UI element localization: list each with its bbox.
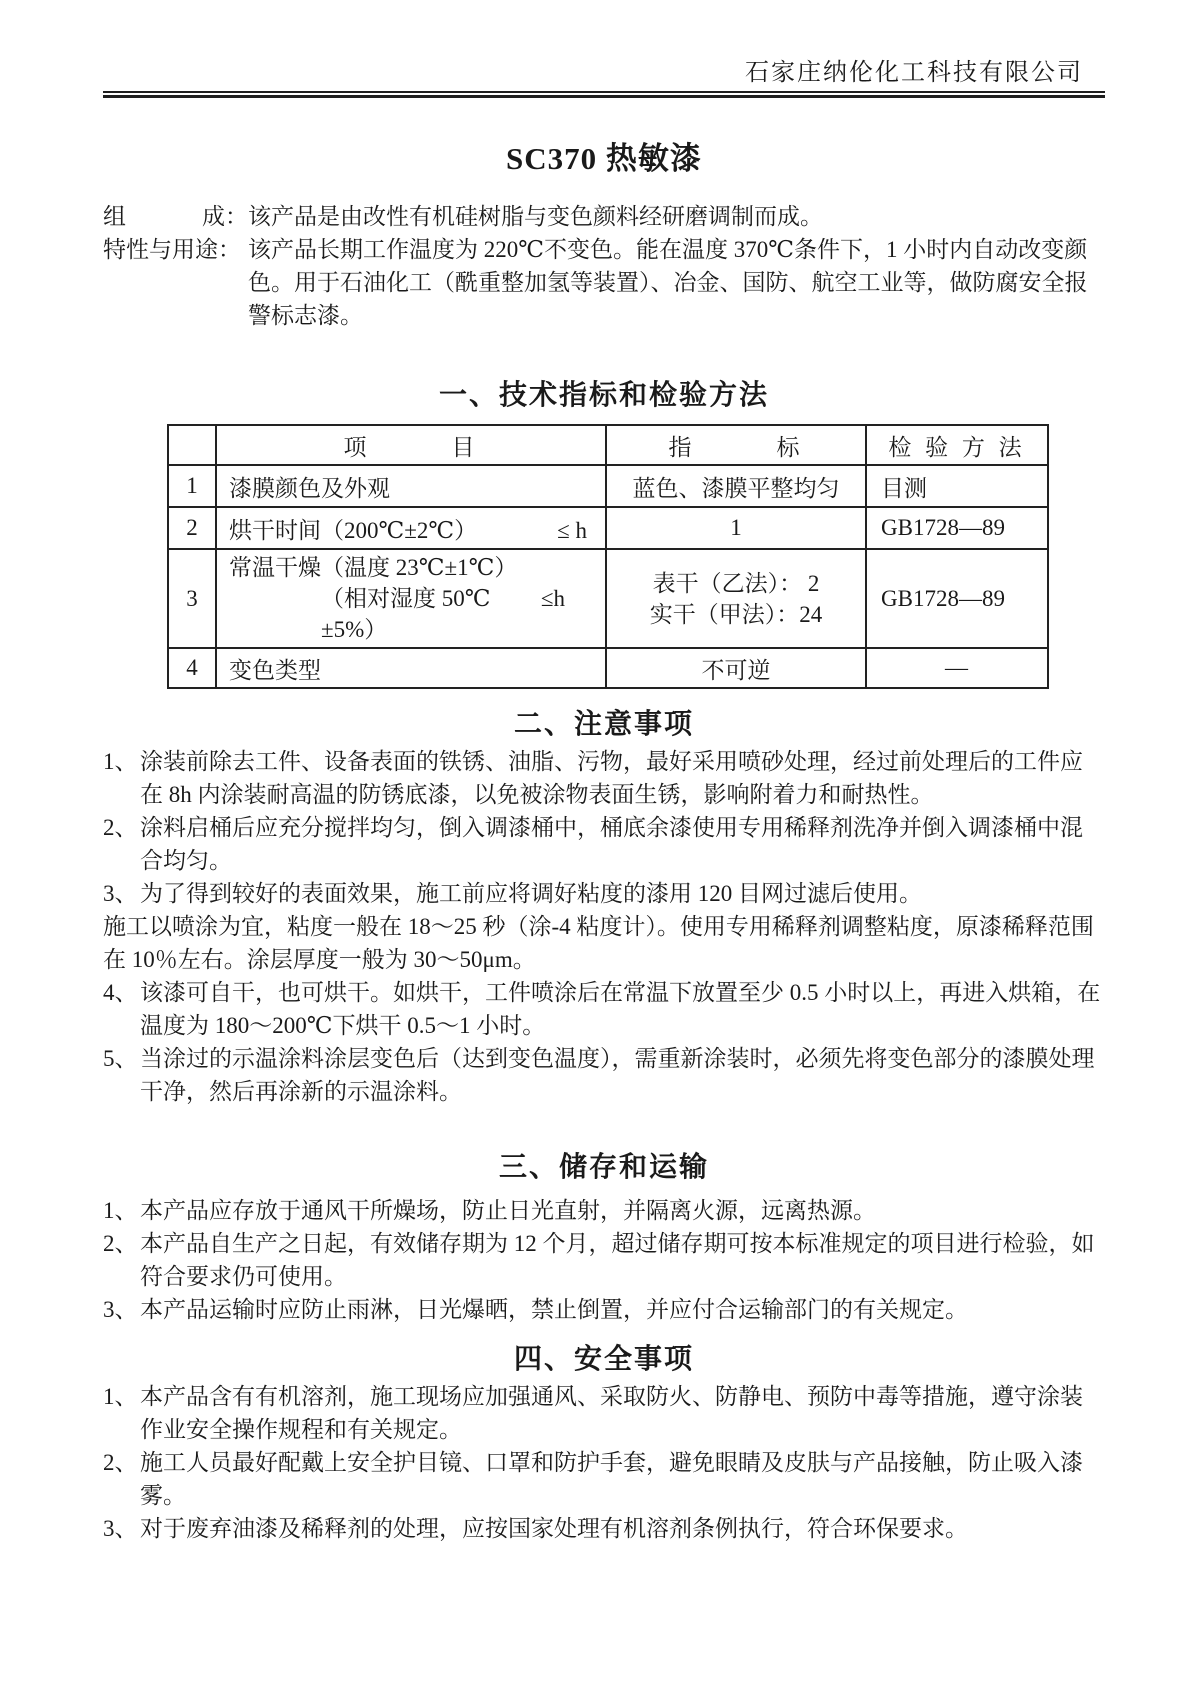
method-cell: GB1728—89: [866, 549, 1048, 648]
composition-label-left: 组: [103, 204, 126, 229]
item-number: 1、: [103, 1198, 138, 1223]
item-cell: [216, 465, 606, 507]
intro-section: [103, 200, 1105, 332]
composition-text: 该产品是由改性有机硅树脂与变色颜料经研磨调制而成。: [248, 204, 823, 229]
list-item: [103, 1380, 1105, 1446]
item-number: 3、: [103, 1516, 138, 1541]
item-text: 漆膜颜色及外观: [229, 475, 390, 501]
notes-list: [103, 745, 1105, 1108]
list-item: [103, 1446, 1105, 1512]
item-number: 2、: [103, 815, 138, 840]
item-cell: [216, 507, 606, 549]
section-heading-storage: 三、储存和运输: [498, 1152, 709, 1183]
application-paragraph: 施工以喷涂为宜，粘度一般在 18～25 秒（涂-4 粘度计）。使用专用稀释剂调整粘度，原漆稀释范围在 10％左右。涂层厚度一般为 30～50μm。: [103, 914, 1094, 972]
row-number: 4: [168, 648, 216, 688]
spec-line1: 表干（乙法）： 2: [652, 570, 820, 596]
storage-list: [103, 1194, 1105, 1326]
item-number: 1、: [103, 749, 138, 774]
list-item: [103, 976, 1105, 1042]
header-cell-spec: 指 标: [606, 425, 866, 465]
list-item: [103, 877, 1105, 910]
item-line2: [229, 583, 587, 645]
header-cell-item: 项 目: [216, 425, 606, 465]
header-rule-thin: [103, 91, 1105, 93]
item-cell: [216, 549, 606, 648]
item-number: 2、: [103, 1231, 138, 1256]
header-cell-blank: [168, 425, 216, 465]
item-text: 对于废弃油漆及稀释剂的处理，应按国家处理有机溶剂条例执行，符合环保要求。: [140, 1516, 968, 1541]
item-line: [229, 470, 587, 503]
row-number: 2: [168, 507, 216, 549]
section-heading-notes: 二、注意事项: [513, 709, 694, 740]
item-limit: ≤ h: [557, 517, 587, 543]
list-item: [103, 1042, 1105, 1108]
composition-label: [103, 200, 248, 233]
table-row: [168, 648, 1048, 688]
header-rule-thick: [103, 95, 1105, 98]
item-limit: ≤h: [540, 586, 565, 611]
item-number: 4、: [103, 980, 138, 1005]
item-text: 为了得到较好的表面效果，施工前应将调好粘度的漆用 120 目网过滤后使用。: [140, 881, 922, 906]
item-text: 当涂过的示温涂料涂层变色后（达到变色温度），需重新涂装时，必须先将变色部分的漆膜处理干净，然后再涂新的示温涂料。: [140, 1046, 1095, 1104]
company-name: 石家庄纳伦化工科技有限公司: [745, 60, 1083, 86]
item-text: 本产品运输时应防止雨淋，日光爆晒，禁止倒置，并应付合运输部门的有关规定。: [140, 1297, 968, 1322]
features-label: 特性与用途：: [103, 237, 241, 262]
section-heading-safety: 四、安全事项: [513, 1344, 694, 1375]
item-line: [229, 652, 587, 685]
features-row: [103, 233, 1105, 332]
composition-label-right: 成：: [202, 204, 248, 229]
composition-row: [103, 200, 1105, 233]
item-number: 3、: [103, 881, 138, 906]
item-text: 涂料启桶后应充分搅拌均匀，倒入调漆桶中，桶底余漆使用专用稀释剂洗净并倒入调漆桶中混合均匀。: [140, 815, 1083, 873]
safety-list: [103, 1380, 1105, 1545]
spec-cell: 蓝色、漆膜平整均匀: [606, 465, 866, 507]
header-cell-method: 检 验 方 法: [866, 425, 1048, 465]
specs-table: [167, 424, 1049, 689]
item-text: 本产品含有有机溶剂，施工现场应加强通风、采取防火、防静电、预防中毒等措施，遵守涂装作业安全操作规程和有关规定。: [140, 1384, 1083, 1442]
spec-cell: [606, 549, 866, 648]
item-number: 5、: [103, 1046, 138, 1071]
list-item: [103, 1512, 1105, 1545]
item-text: 烘干时间（200℃±2℃）: [229, 517, 478, 543]
item-text: 变色类型: [229, 657, 321, 683]
item-number: 2、: [103, 1450, 138, 1475]
item-text-line2: （相对湿度 50℃±5%）: [321, 586, 491, 642]
table-row: [168, 465, 1048, 507]
item-text: 该漆可自干，也可烘干。如烘干，工件喷涂后在常温下放置至少 0.5 小时以上，再进入烘箱，在温度为 180～200℃下烘干 0.5～1 小时。: [140, 980, 1101, 1038]
item-text: 涂装前除去工件、设备表面的铁锈、油脂、污物，最好采用喷砂处理，经过前处理后的工件应在 8h 内涂装耐高温的防锈底漆，以免被涂物表面生锈，影响附着力和耐热性。: [140, 749, 1083, 807]
method-cell: —: [866, 648, 1048, 688]
list-item: [103, 1293, 1105, 1326]
row-number: 3: [168, 549, 216, 648]
spec-line2: 实干（甲法）：24: [649, 601, 823, 627]
section-heading-specs: 一、技术指标和检验方法: [438, 380, 769, 411]
row-number: 1: [168, 465, 216, 507]
item-line: [229, 512, 587, 545]
table-row: [168, 549, 1048, 648]
method-cell: GB1728—89: [866, 507, 1048, 549]
features-text: 该产品长期工作温度为 220℃不变色。能在温度 370℃条件下，1 小时内自动改变颜色。用于石油化工（酰重整加氢等装置）、冶金、国防、航空工业等，做防腐安全报警标志漆。: [248, 237, 1088, 328]
list-item: [103, 1227, 1105, 1293]
item-text: 本产品自生产之日起，有效储存期为 12 个月，超过储存期可按本标准规定的项目进行检验，如符合要求仍可使用。: [140, 1231, 1095, 1289]
item-text: 施工人员最好配戴上安全护目镜、口罩和防护手套，避免眼睛及皮肤与产品接触，防止吸入漆雾。: [140, 1450, 1083, 1508]
list-item: [103, 745, 1105, 811]
item-cell: [216, 648, 606, 688]
table-row: [168, 507, 1048, 549]
item-number: 1、: [103, 1384, 138, 1409]
item-text: 本产品应存放于通风干所燥场，防止日光直射，并隔离火源，远离热源。: [140, 1198, 876, 1223]
item-text-line1: 常温干燥（温度 23℃±1℃）: [229, 555, 518, 580]
specs-table-header-row: [168, 425, 1048, 465]
spec-cell: 不可逆: [606, 648, 866, 688]
spec-cell: 1: [606, 507, 866, 549]
page-title: SC370 热敏漆: [506, 141, 702, 176]
list-item: [103, 811, 1105, 877]
method-cell: 目测: [866, 465, 1048, 507]
item-number: 3、: [103, 1297, 138, 1322]
list-item: [103, 1194, 1105, 1227]
